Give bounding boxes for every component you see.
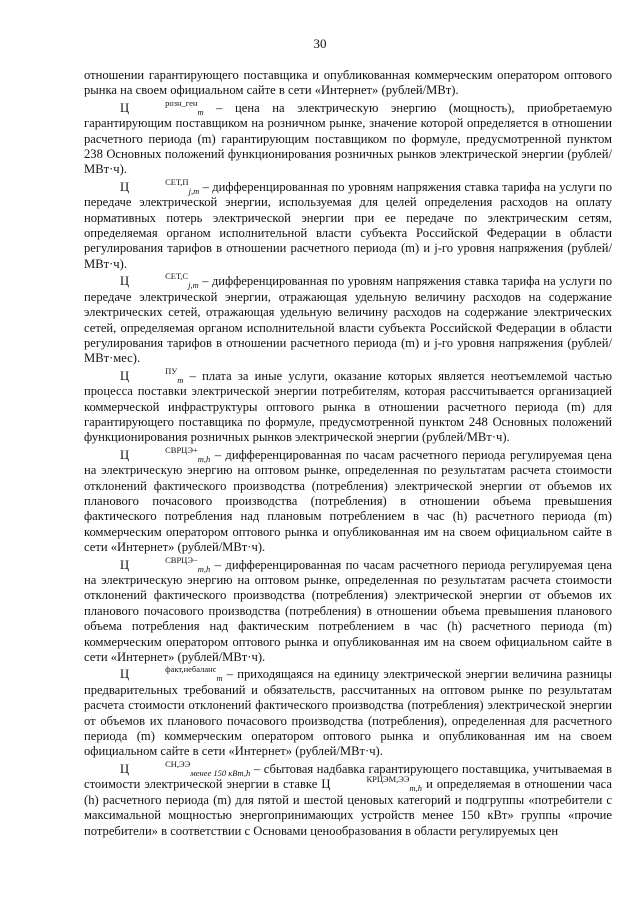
definition-paragraph bbox=[84, 758, 612, 839]
formula-symbol: Ц $^{розн\_ген}_m$ bbox=[120, 97, 204, 117]
intro-paragraph: отношении гарантирующего поставщика и опубликованная коммерческим оператором оптового рынка на своем официальном сайте в сети «Интернет» (рублей/МВт). bbox=[84, 68, 612, 98]
formula-symbol: Ц $^{СН,ЭЭ}_{менее 150 кВт,h}$ bbox=[120, 758, 251, 778]
definition-paragraph bbox=[84, 554, 612, 666]
definition-text: – дифференцированная по уровням напряжения ставка тарифа на услуги по передаче электрической энергии, отражающая удельную величину расходов на содержание электрических сетей, отражающая удельную величину расходов на содержание электрических сетей, определяемая органом исполнительной власти субъекта Российской Федерации в области регулирования тарифов в отношении расчетного периода (m) и j-го уровня напряжения (рублей/МВт·мес). bbox=[84, 274, 612, 366]
formula-symbol: Ц $^{СЕТ,С}_{j,m}$ bbox=[120, 271, 199, 291]
formula-symbol: Ц $^{СВРЦЭ+}_{m,h}$ bbox=[120, 444, 211, 464]
definition-text: – дифференцированная по часам расчетного периода регулируемая цена на электрическую энергию на оптовом рынке, определенная по результатам расчета стоимости отклонений фактического производства (потребления) электрической энергии от объемов их планового почасового производства (потребления) в отношении объема превышения планового объема потребления над фактическим потреблением в час (h) расчетного периода (m) коммерческим оператором оптового рынка и опубликованная им на своем официальном сайте в сети «Интернет» (рублей/МВт·ч). bbox=[84, 557, 612, 665]
definition-paragraph bbox=[84, 271, 612, 366]
definition-text: – дифференцированная по часам расчетного периода регулируемая цена на электрическую энергию на оптовом рынке, определенная по результатам расчета стоимости отклонений фактического производства (потребления) электрической энергии от объемов их планового почасового производства (потребления) в отношении объема превышения фактического потребления над плановым потреблением в час (h) расчетного периода (m) коммерческим оператором оптового рынка и опубликованная им на своем официальном сайте в сети «Интернет» (рублей/МВт·ч). bbox=[84, 447, 612, 555]
formula-symbol: Ц $^{ПУ}_m$ bbox=[120, 365, 184, 385]
definition-paragraph bbox=[84, 664, 612, 759]
definition-text: – цена на электрическую энергию (мощность), приобретаемую гарантирующим поставщиком на розничном рынке, значение которой определяется в отношении расчетного периода (m) гарантирующим поставщиком по формуле, предусмотренной пунктом 238 Основных положений функционирования розничных рынков электрической энергии (рублей/МВт·ч). bbox=[84, 100, 612, 177]
definition-text: – дифференцированная по уровням напряжения ставка тарифа на услуги по передаче электрической энергии, используемая для целей определения расходов на оплату нормативных потерь электрической энергии при ее передаче по электрическим сетям, определяемая органом исполнительной власти субъекта Российской Федерации в области регулирования тарифов в отношении расчетного периода (m) и j-го уровня напряжения (рублей/МВт·ч). bbox=[84, 179, 612, 271]
formula-symbol: Ц $^{СЕТ,П}_{j,m}$ bbox=[120, 176, 200, 196]
definition-paragraph bbox=[84, 176, 612, 272]
definition-text: – сбытовая надбавка гарантирующего поставщика, учитываемая в стоимости электрической энергии в ставке bbox=[84, 761, 612, 792]
page-number: 30 bbox=[313, 36, 327, 51]
definition-paragraph bbox=[84, 444, 612, 556]
definition-paragraph bbox=[84, 97, 612, 178]
formula-symbol: Ц $^{СВРЦЭ-}_{m,h}$ bbox=[120, 554, 211, 574]
definition-text: – плата за иные услуги, оказание которых является неотъемлемой частью процесса поставки электрической энергии потребителям, которая рассчитывается организацией коммерческой инфраструктуры оптового рынка в отношении расчетного периода (m) для гарантирующего поставщика по формуле, предусмотренной пунктом 248 Основных положений функционирования розничных рынков электрической энергии (рублей/МВт·ч). bbox=[84, 368, 612, 445]
document-body bbox=[84, 68, 612, 839]
inline-formula-symbol: Ц $^{КРЦЭМ,ЭЭ}_{m,h}$ bbox=[321, 774, 423, 794]
definition-text-continued: и определяемая в отношении часа (h) расчетного периода (m) для пятой и шестой ценовых категорий и подгруппы «потребители с максимальной мощностью энергопринимающих устройств менее 150 кВт» группы «прочие потребители» в соответствии с Основами ценообразования в области регулируемых цен bbox=[84, 777, 612, 838]
definition-paragraph bbox=[84, 365, 612, 446]
formula-symbol: Ц $^{факт,небаланс}_m$ bbox=[120, 664, 223, 684]
definition-text: – приходящаяся на единицу электрической энергии величина разницы предварительных требований и обязательств, рассчитанных на оптовом рынке по результатам расчета стоимости отклонений фактического производства (потребления) электрической энергии от объемов их планового почасового производства (потребления), определенная для расчетного периода (m) коммерческим оператором оптового рынка и опубликованная им на своем официальном сайте в сети «Интернет» (рублей/МВт·ч). bbox=[84, 667, 612, 759]
